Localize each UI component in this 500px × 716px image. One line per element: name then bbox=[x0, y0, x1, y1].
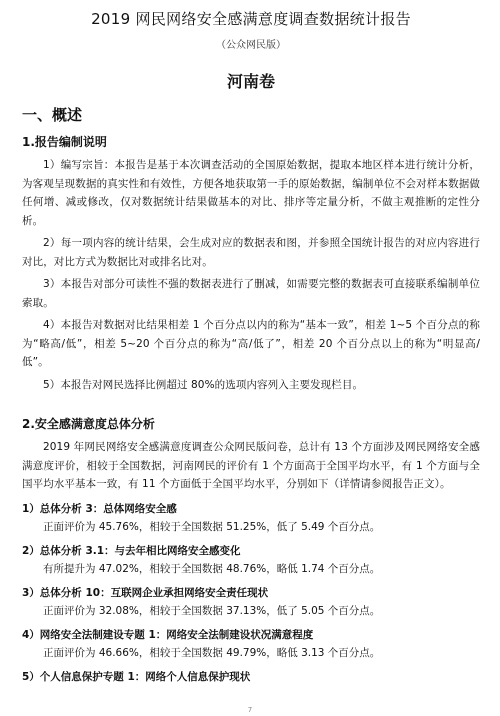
note-paragraph: 1）编写宗旨：本报告是基于本次调查活动的全国原始数据，提取本地区样本进行统计分析，为客观呈现数据的真实性和有效性，方便各地获取第一手的原始数据，编制单位不会对样本数据做任何增、减或修改，仅对数据统计结果做基本的对比、排序等定量分析，不做主观推断的定性分析。 bbox=[22, 159, 480, 227]
analysis-item-detail: 正面评价为 45.76%，相较于全国数据 51.25%，低了 5.49 个百分点。 bbox=[43, 520, 381, 533]
analysis-item-title: 2）总体分析 3.1：与去年相比网络安全感变化 bbox=[22, 544, 241, 557]
note-paragraph: 4）本报告对数据对比结果相差 1 个百分点以内的称为“基本一致”，相差 1~5 个百分点的称为“略高/低”，相差 5~20 个百分点的称为“高/低了”，相差 20 个百分点以上的称为“明显高/低”。 bbox=[22, 319, 480, 368]
subheading-security-analysis: 2.安全感满意度总体分析 bbox=[22, 417, 155, 431]
province-title: 河南卷 bbox=[226, 72, 275, 91]
analysis-item-detail: 正面评价为 46.66%，相较于全国数据 49.79%，略低 3.13 个百分点。 bbox=[43, 646, 381, 659]
analysis-intro: 2019 年网民网络安全感满意度调查公众网民版问卷，总计有 13 个方面涉及网民网络安全感满意度评价，相较于全国数据，河南网民的评价有 1 个方面高于全国平均水平，有 1 个方面与全国平均水平基本一致，有 11 个方面低于全国平均水平，分别如下（详情请参阅报告正文）。 bbox=[22, 441, 480, 490]
subheading-report-notes: 1.报告编制说明 bbox=[22, 135, 107, 149]
section-heading-overview: 一、概述 bbox=[22, 106, 83, 124]
analysis-item-detail: 有所提升为 47.02%，相较于全国数据 48.76%，略低 1.74 个百分点。 bbox=[43, 562, 381, 575]
analysis-item-title: 3）总体分析 10：互联网企业承担网络安全责任现状 bbox=[22, 586, 269, 599]
edition-label: （公众网民版） bbox=[216, 40, 286, 51]
analysis-item-detail: 正面评价为 32.08%，相较于全国数据 37.13%，低了 5.05 个百分点。 bbox=[43, 604, 381, 617]
note-paragraph: 2）每一项内容的统计结果，会生成对应的数据表和图，并参照全国统计报告的对应内容进行对比，对比方式为数据比对或排名比对。 bbox=[22, 237, 480, 268]
page-number: 7 bbox=[247, 706, 253, 714]
report-title: 2019 网民网络安全感满意度调查数据统计报告 bbox=[91, 10, 411, 28]
analysis-item-title: 4）网络安全法制建设专题 1：网络安全法制建设状况满意程度 bbox=[22, 628, 314, 641]
analysis-item-title: 5）个人信息保护专题 1：网络个人信息保护现状 bbox=[22, 670, 251, 683]
note-paragraph: 5）本报告对网民选择比例超过 80%的选项内容列入主要发现栏目。 bbox=[43, 378, 364, 391]
note-paragraph: 3）本报告对部分可读性不强的数据表进行了删减，如需要完整的数据表可直接联系编制单位索取。 bbox=[22, 278, 480, 309]
analysis-item-title: 1）总体分析 3：总体网络安全感 bbox=[22, 502, 177, 515]
